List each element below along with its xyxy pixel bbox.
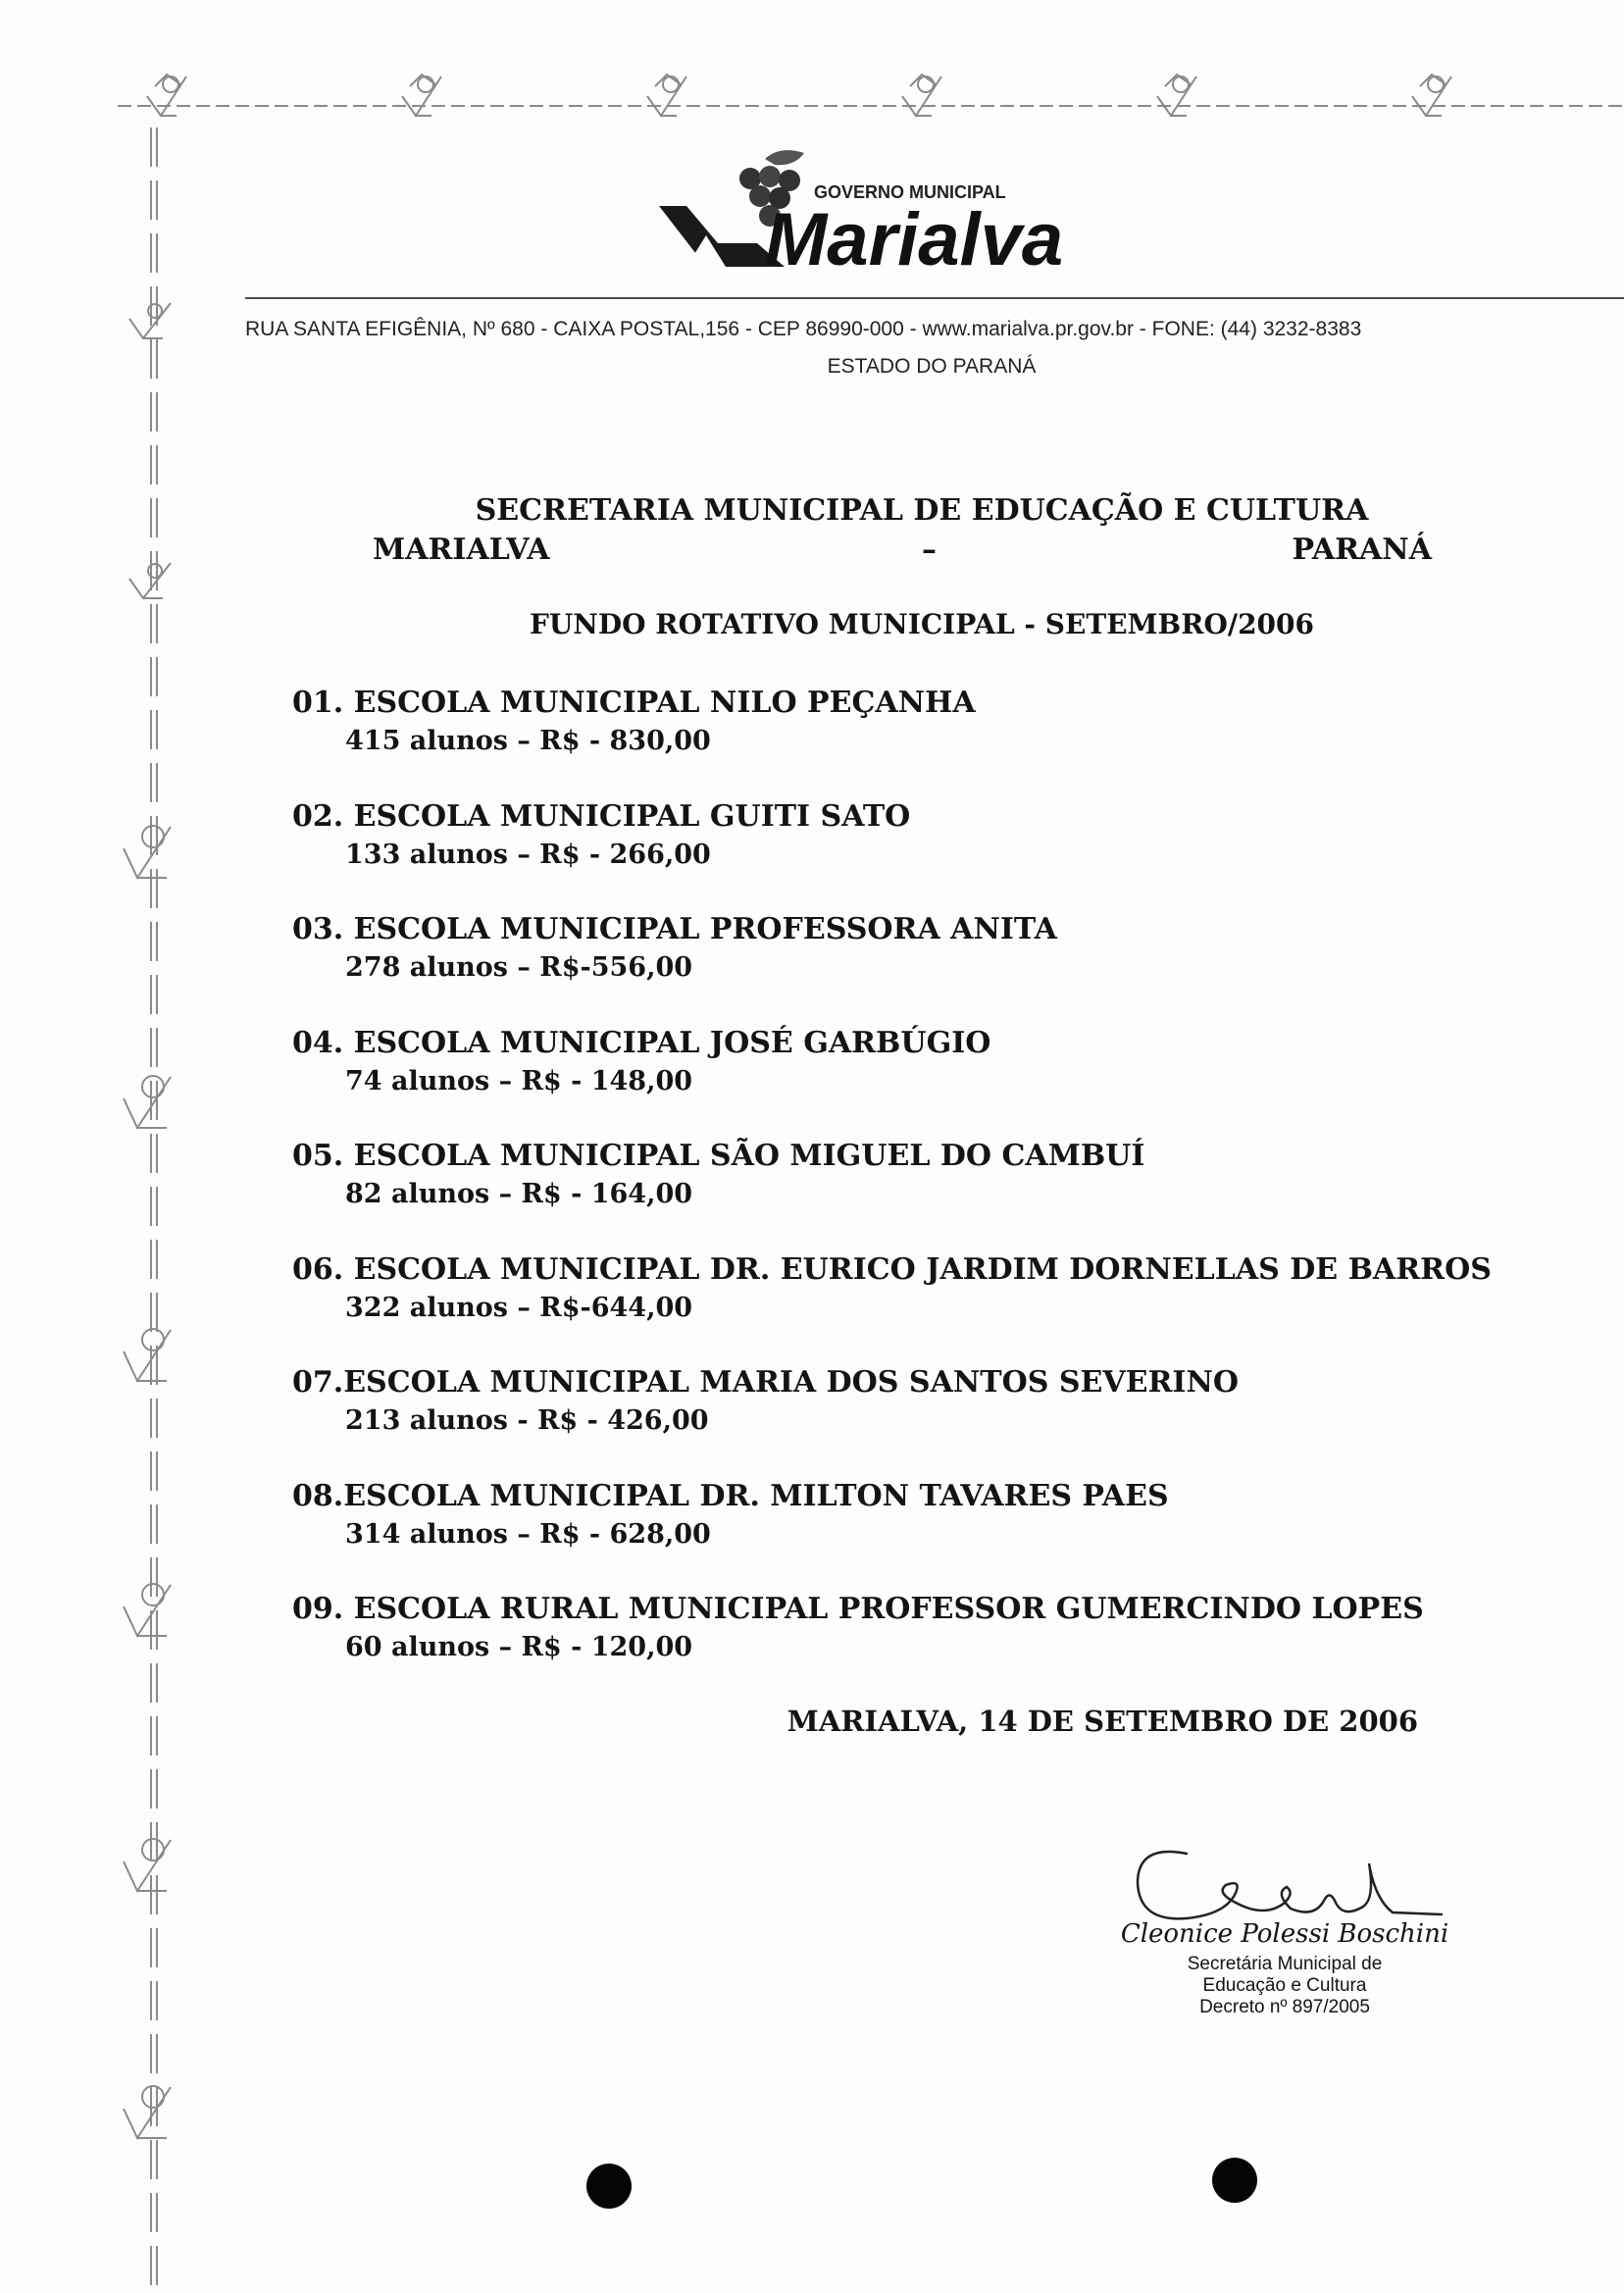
ornamental-border-left bbox=[108, 127, 206, 2293]
school-title: 03. ESCOLA MUNICIPAL PROFESSORA ANITA bbox=[292, 912, 1057, 946]
department-heading: SECRETARIA MUNICIPAL DE EDUCAÇÃO E CULTURA bbox=[475, 493, 1369, 528]
document-date: MARIALVA, 14 DE SETEMBRO DE 2006 bbox=[787, 1705, 1418, 1738]
school-title: 09. ESCOLA RURAL MUNICIPAL PROFESSOR GUMERCINDO LOPES bbox=[292, 1592, 1424, 1626]
school-title: 05. ESCOLA MUNICIPAL SÃO MIGUEL DO CAMBUÍ bbox=[292, 1139, 1145, 1173]
list-item bbox=[292, 1250, 1528, 1364]
school-students-amount: 213 alunos - R$ - 426,00 bbox=[345, 1405, 709, 1436]
school-students-amount: 322 alunos – R$-644,00 bbox=[345, 1292, 693, 1323]
list-item bbox=[292, 797, 1528, 911]
signer-role-line: Secretária Municipal de bbox=[1187, 1954, 1383, 1974]
school-title: 06. ESCOLA MUNICIPAL DR. EURICO JARDIM DORNELLAS DE BARROS bbox=[292, 1251, 1492, 1287]
signer-role-line: Educação e Cultura bbox=[1202, 1975, 1367, 1996]
city-state-line bbox=[373, 533, 1432, 572]
signer-role-line: Decreto nº 897/2005 bbox=[1199, 1997, 1370, 2017]
city-separator: – bbox=[922, 533, 937, 567]
list-item bbox=[292, 684, 1528, 797]
signer-role bbox=[1089, 1954, 1481, 2018]
school-students-amount: 74 alunos – R$ - 148,00 bbox=[345, 1065, 693, 1096]
ornamental-border-top bbox=[118, 59, 1624, 127]
school-students-amount: 415 alunos – R$ - 830,00 bbox=[345, 726, 711, 756]
school-list bbox=[292, 684, 1528, 1704]
marialva-logo bbox=[647, 137, 1196, 284]
punch-hole bbox=[586, 2164, 632, 2209]
school-title: 01. ESCOLA MUNICIPAL NILO PEÇANHA bbox=[292, 686, 976, 720]
school-students-amount: 278 alunos – R$-556,00 bbox=[345, 952, 693, 983]
school-students-amount: 314 alunos – R$ - 628,00 bbox=[345, 1518, 711, 1550]
list-item bbox=[292, 1590, 1528, 1704]
logo-wordmark: Marialva bbox=[765, 198, 1064, 281]
school-title: 07.ESCOLA MUNICIPAL MARIA DOS SANTOS SEVERINO bbox=[292, 1365, 1240, 1400]
signer-name: Cleonice Polessi Boschini bbox=[1120, 1919, 1449, 1949]
school-students-amount: 133 alunos – R$ - 266,00 bbox=[345, 839, 711, 870]
school-students-amount: 60 alunos – R$ - 120,00 bbox=[345, 1632, 693, 1662]
city-label: MARIALVA bbox=[373, 533, 550, 567]
logo-caption: GOVERNO MUNICIPAL bbox=[814, 182, 1006, 202]
state-label: PARANÁ bbox=[1292, 533, 1432, 567]
list-item bbox=[292, 1024, 1528, 1138]
school-title: 04. ESCOLA MUNICIPAL JOSÉ GARBÚGIO bbox=[292, 1025, 991, 1060]
list-item bbox=[292, 1477, 1528, 1591]
letterhead-state: ESTADO DO PARANÁ bbox=[827, 355, 1037, 378]
list-item bbox=[292, 1137, 1528, 1250]
school-title: 02. ESCOLA MUNICIPAL GUITI SATO bbox=[292, 798, 911, 834]
school-students-amount: 82 alunos – R$ - 164,00 bbox=[345, 1179, 693, 1209]
fund-heading: FUNDO ROTATIVO MUNICIPAL - SETEMBRO/2006 bbox=[529, 608, 1315, 640]
punch-hole bbox=[1212, 2158, 1257, 2203]
list-item bbox=[292, 910, 1528, 1024]
school-title: 08.ESCOLA MUNICIPAL DR. MILTON TAVARES PAES bbox=[292, 1478, 1169, 1513]
letterhead-address: RUA SANTA EFIGÊNIA, Nº 680 - CAIXA POSTAL,156 - CEP 86990-000 - www.marialva.pr.gov.br - FONE: (44) 3232-8383 bbox=[245, 318, 1362, 340]
list-item bbox=[292, 1363, 1528, 1477]
letterhead-rule bbox=[245, 297, 1624, 299]
